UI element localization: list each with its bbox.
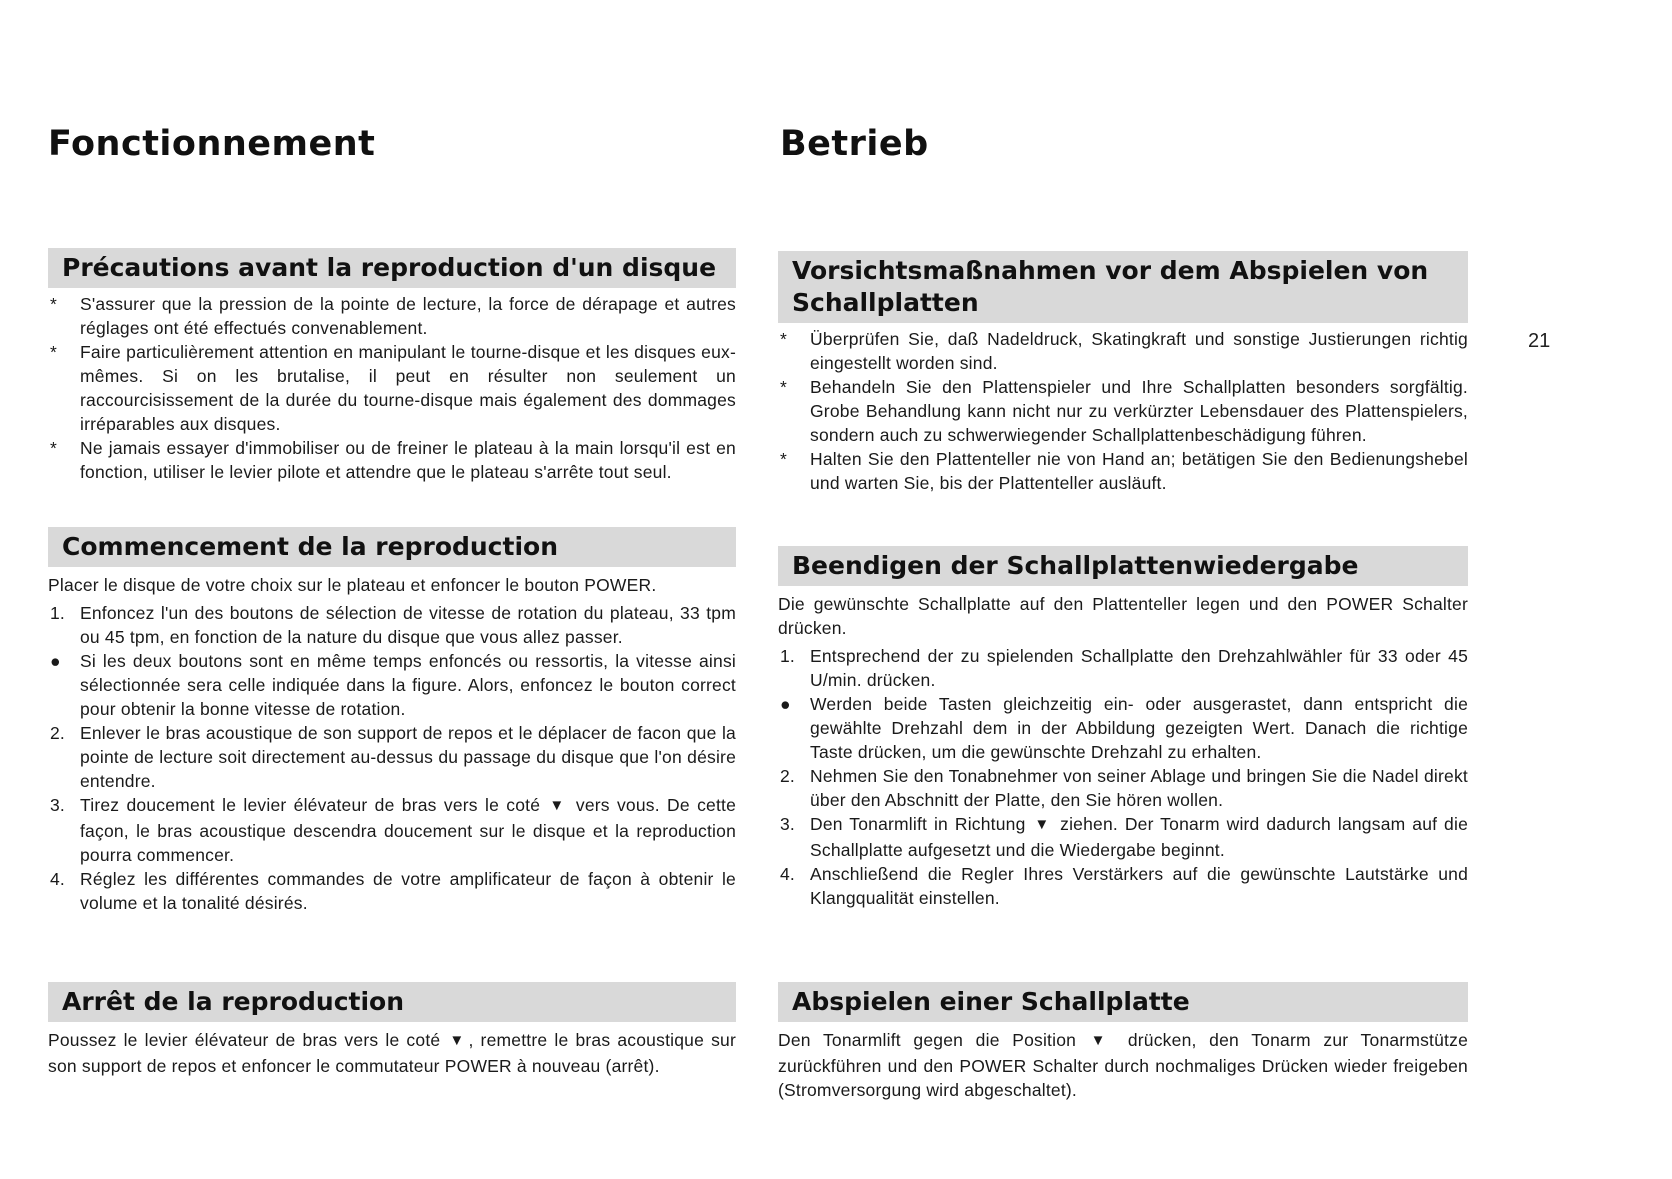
list-item-text: Den Tonarmlift in Richtung — [810, 814, 1026, 834]
lever-arrow-icon: ▼ — [1090, 1032, 1114, 1049]
list-item-text: Réglez les différentes commandes de votre amplificateur de façon à obtenir le volume et la tonalité désirés. — [80, 869, 736, 913]
section-heading: Commencement de la reproduction — [48, 527, 736, 567]
list-item — [48, 721, 736, 793]
step-number: 1. — [50, 603, 65, 623]
section-precautions-french — [48, 248, 736, 484]
list-item-text: Entsprechend der zu spielenden Schallplatte den Drehzahlwähler für 33 oder 45 U/min. drücken. — [810, 646, 1468, 690]
list-item — [48, 340, 736, 436]
bullet-marker: * — [780, 449, 788, 469]
intro-paragraph: Die gewünschte Schallplatte auf den Plattenteller legen und den POWER Schalter drücken. — [778, 594, 1468, 638]
list-item — [778, 692, 1468, 764]
list-item-text: Anschließend die Regler Ihres Verstärkers auf die gewünschte Lautstärke und Klangqualität einstellen. — [810, 864, 1468, 908]
section-heading: Vorsichtsmaßnahmen vor dem Abspielen von Schallplatten — [778, 251, 1468, 323]
list-item-text: Ne jamais essayer d'immobiliser ou de freiner le plateau à la main lorsqu'il est en fonction, utiliser le levier pilote et attendre que le plateau s'arrête tout seul. — [80, 438, 736, 482]
paragraph-text: , remettre le bras acoustique sur son support de repos et enfoncer le commutateur POWER à nouveau (arrêt). — [48, 1030, 736, 1076]
stop-paragraph — [48, 1028, 736, 1078]
list-item-text: Überprüfen Sie, daß Nadeldruck, Skatingkraft und sonstige Justierungen richtig eingestellt worden sind. — [810, 329, 1468, 373]
list-item-text: Nehmen Sie den Tonabnehmer von seiner Ablage und bringen Sie die Nadel direkt über den Abschnitt der Platte, den Sie hören wollen. — [810, 766, 1468, 810]
section-heading: Abspielen einer Schallplatte — [778, 982, 1468, 1022]
list-item — [778, 764, 1468, 812]
step-number: 2. — [50, 723, 65, 743]
section-heading: Arrêt de la reproduction — [48, 982, 736, 1022]
step-number: 4. — [780, 864, 795, 884]
bullet-marker: * — [780, 377, 788, 397]
bullet-marker: ● — [780, 694, 791, 714]
list-item-text: Enlever le bras acoustique de son support de repos et le déplacer de facon que la pointe de lecture soit directement au-dessus du passage du disque que l'on désire entendre. — [80, 723, 736, 791]
section-stop-french — [48, 982, 736, 1078]
bullet-marker: * — [50, 438, 58, 458]
lever-arrow-icon: ▼ — [449, 1032, 467, 1049]
list-item — [778, 862, 1468, 910]
list-item-text: Halten Sie den Plattenteller nie von Hand an; betätigen Sie den Bedienungshebel und warten Sie, bis der Plattenteller ausläuft. — [810, 449, 1468, 493]
bullet-marker: * — [50, 342, 58, 362]
section-stop-german — [778, 982, 1468, 1102]
step-number: 3. — [780, 814, 795, 834]
list-item-text: Werden beide Tasten gleichzeitig ein- oder ausgerastet, dann entspricht die gewählte Drehzahl dem in der Abbildung gezeigten Wert. Danach die richtige Taste drücken, um die gewünschte Drehzahl zu erhalten. — [810, 694, 1468, 762]
list-item — [48, 436, 736, 484]
list-item — [778, 447, 1468, 495]
page-title-french: Fonctionnement — [48, 124, 376, 164]
stop-paragraph — [778, 1028, 1468, 1102]
step-number: 1. — [780, 646, 795, 666]
paragraph-text: Den Tonarmlift gegen die Position — [778, 1030, 1077, 1050]
section-heading: Précautions avant la reproduction d'un disque — [48, 248, 736, 288]
bullet-marker: * — [780, 329, 788, 349]
step-number: 3. — [50, 795, 65, 815]
list-item-text: Si les deux boutons sont en même temps enfoncés ou ressortis, la vitesse ainsi sélectionnée sera celle indiquée dans la figure. Alors, enfoncez le bouton correct pour obtenir la bonne vitesse de rotation. — [80, 651, 736, 719]
list-item-text: S'assurer que la pression de la pointe de lecture, la force de dérapage et autres réglages ont été effectués convenablement. — [80, 294, 736, 338]
list-item — [778, 812, 1468, 862]
intro-paragraph: Placer le disque de votre choix sur le plateau et enfoncer le bouton POWER. — [48, 575, 657, 595]
bullet-marker: ● — [50, 651, 61, 671]
list-item — [48, 292, 736, 340]
list-item — [48, 793, 736, 867]
list-item-text: Faire particulièrement attention en manipulant le tourne-disque et les disques eux-mêmes. Si on les brutalise, il peut en résulter non seulement un raccourcisissement de la durée du tourne-disque mais également des dommages irréparables aux disques. — [80, 342, 736, 434]
list-item — [48, 867, 736, 915]
list-item — [48, 649, 736, 721]
bullet-marker: * — [50, 294, 58, 314]
section-precautions-german — [778, 251, 1468, 495]
list-item — [48, 601, 736, 649]
list-item-text: Enfoncez l'un des boutons de sélection de vitesse de rotation du plateau, 33 tpm ou 45 tpm, en fonction de la nature du disque que vous allez passer. — [80, 603, 736, 647]
step-number: 4. — [50, 869, 65, 889]
page-title-german: Betrieb — [780, 124, 929, 164]
paragraph-text: Poussez le levier élévateur de bras vers le coté — [48, 1030, 441, 1050]
list-item-text: vers vous. De cette façon, le bras acoustique descendra doucement sur le disque et la reproduction pourra commencer. — [80, 795, 737, 865]
step-number: 2. — [780, 766, 795, 786]
list-item — [778, 375, 1468, 447]
section-start-french — [48, 527, 736, 915]
list-item — [778, 327, 1468, 375]
list-item-text: ziehen. Der Tonarm wird dadurch langsam auf die Schallplatte aufgesetzt und die Wiedergabe beginnt. — [810, 814, 1469, 860]
section-start-german — [778, 546, 1468, 910]
lever-arrow-icon: ▼ — [1034, 816, 1052, 833]
page-number: 21 — [1528, 330, 1551, 352]
list-item-text: Behandeln Sie den Plattenspieler und Ihre Schallplatten besonders sorgfältig. Grobe Behandlung kann nicht nur zu verkürzter Lebensdauer des Plattenspielers, sondern auch zu schwerwiegender Schallplattenbeschädigung führen. — [810, 377, 1468, 445]
lever-arrow-icon: ▼ — [549, 797, 567, 814]
section-heading: Beendigen der Schallplattenwiedergabe — [778, 546, 1468, 586]
list-item-text: Tirez doucement le levier élévateur de bras vers le coté — [80, 795, 541, 815]
paragraph-text: drücken, den Tonarm zur Tonarmstütze zurückführen und den POWER Schalter durch nochmaliges Drücken wieder freigeben (Stromversorgung wird abgeschaltet). — [778, 1030, 1468, 1100]
list-item — [778, 644, 1468, 692]
